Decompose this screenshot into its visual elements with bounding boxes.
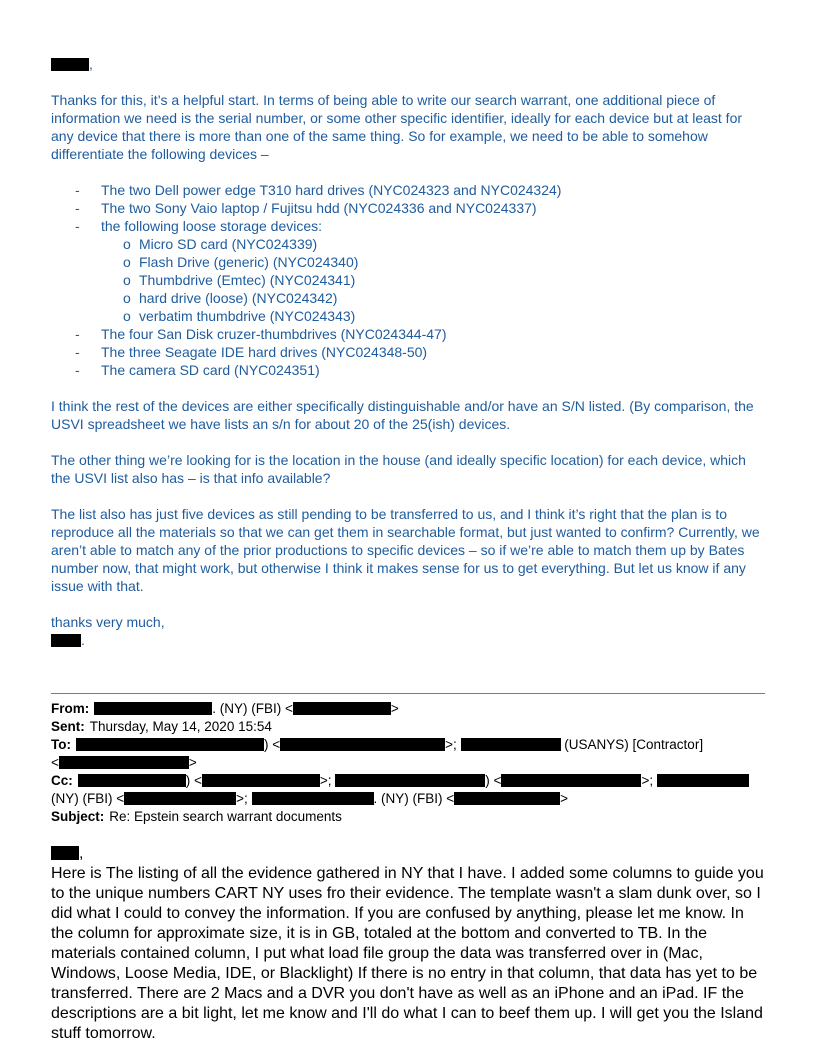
redaction-bar	[454, 792, 560, 805]
from-label: From:	[51, 701, 90, 716]
list-item-text: The three Seagate IDE hard drives (NYC024348-50)	[101, 344, 428, 360]
redaction-bar	[335, 774, 485, 787]
cc-line	[51, 772, 765, 790]
redaction-bar	[252, 792, 374, 805]
circle-bullet: o	[123, 236, 131, 252]
to-seg-text: ) <	[264, 737, 281, 752]
to-line-2	[51, 754, 765, 772]
redaction-bar	[280, 738, 445, 751]
from-end-text: >	[390, 701, 399, 716]
circle-bullet: o	[123, 272, 131, 288]
reply-paragraph-2: I think the rest of the devices are either specifically distinguishable and/or have an S/N listed. (By comparison, the USVI spreadsheet we have lists an s/n for about 20 of the 25(ish) devices.	[51, 398, 754, 432]
redaction-bar	[501, 774, 641, 787]
dash-bullet: -	[75, 218, 80, 234]
cc-seg-text: (NY) (FBI) <	[51, 791, 125, 806]
circle-bullet: o	[123, 290, 131, 306]
sub-list-item-text: Flash Drive (generic) (NYC024340)	[139, 254, 359, 270]
sub-list-item	[51, 289, 765, 307]
reply-paragraph-1: Thanks for this, it’s a helpful start. In terms of being able to write our search warrant, one additional piece of information we need is the serial number, or some other specific identifier, ideally for each device but at least for any device that there is more than one of the same thing. So for example, we need to be able to somehow differentiate the following devices –	[51, 92, 743, 162]
salutation-line	[51, 55, 765, 73]
list-item-text: The camera SD card (NYC024351)	[101, 362, 320, 378]
signature-period: .	[81, 632, 85, 648]
from-line	[51, 700, 765, 718]
cc-seg-text: >	[560, 791, 569, 806]
to-seg-text: >;	[445, 737, 461, 752]
dash-bullet: -	[75, 326, 80, 342]
sub-list-item-text: hard drive (loose) (NYC024342)	[139, 290, 338, 306]
list-item-text: the following loose storage devices:	[101, 218, 323, 234]
list-item	[51, 361, 765, 379]
cc-seg-text: ) <	[185, 773, 202, 788]
sub-list-item	[51, 307, 765, 325]
to-line	[51, 736, 765, 754]
list-item	[51, 199, 765, 217]
greeting-comma: ,	[79, 845, 84, 862]
signature-line	[51, 631, 765, 649]
list-item	[51, 217, 765, 235]
sub-list-item-text: verbatim thumbdrive (NYC024343)	[139, 308, 356, 324]
redaction-bar	[202, 774, 320, 787]
to-seg-text: (USANYS) [Contractor]	[560, 737, 704, 752]
dash-bullet: -	[75, 344, 80, 360]
device-list	[51, 181, 765, 379]
sub-list-item	[51, 271, 765, 289]
dash-bullet: -	[75, 182, 80, 198]
greeting-line	[51, 844, 765, 864]
cc-line-2	[51, 790, 765, 808]
sent-line	[51, 718, 765, 736]
closing-line: thanks very much,	[51, 614, 165, 630]
reply-paragraph-3: The other thing we’re looking for is the location in the house (and ideally specific location) for each device, which the USVI list also has – is that info available?	[51, 452, 746, 486]
sub-list-item	[51, 253, 765, 271]
list-item-text: The two Sony Vaio laptop / Fujitsu hdd (NYC024336 and NYC024337)	[101, 200, 537, 216]
cc-label: Cc:	[51, 773, 73, 788]
redaction-bar	[78, 774, 186, 787]
redaction-bar	[94, 702, 212, 715]
cc-seg-text: >;	[641, 773, 657, 788]
redaction-bar	[51, 58, 89, 71]
list-item	[51, 325, 765, 343]
reply-message	[51, 55, 765, 649]
list-item	[51, 181, 765, 199]
redaction-bar	[293, 702, 391, 715]
sub-list-item-text: Micro SD card (NYC024339)	[139, 236, 318, 252]
to-seg-text: >	[188, 755, 197, 770]
cc-seg-text: ) <	[485, 773, 502, 788]
redaction-bar	[461, 738, 561, 751]
subject-label: Subject:	[51, 809, 105, 824]
list-item	[51, 343, 765, 361]
subject-line	[51, 808, 765, 826]
original-message-header	[51, 700, 765, 826]
original-body-text: Here is The listing of all the evidence gathered in NY that I have. I added some columns to guide you to the unique numbers CART NY uses fro their evidence. The template wasn't a slam dunk over, so I did what I could to convey the information. If you are confused by anything, please let me know. In the column for approximate size, it is in GB, totaled at the bottom and converted to TB. In the materials contained column, I put what load file group the data was transferred over in (Mac, Windows, Loose Media, IDE, or Blacklight) If there is no entry in that column, that data has yet to be transferred. There are 2 Macs and a DVR you don't have as well as an iPhone and an iPad. IF the descriptions are a bit light, let me know and I'll do what I can to beef them up. I will get you the Island stuff tomorrow.	[51, 865, 764, 1042]
redaction-bar	[51, 634, 81, 647]
redaction-bar	[51, 846, 79, 860]
salutation-comma: ,	[89, 56, 93, 72]
circle-bullet: o	[123, 254, 131, 270]
cc-seg-text: >;	[236, 791, 252, 806]
dash-bullet: -	[75, 200, 80, 216]
redaction-bar	[657, 774, 749, 787]
list-item-text: The four San Disk cruzer-thumbdrives (NYC024344-47)	[101, 326, 447, 342]
sub-list-item	[51, 235, 765, 253]
from-mid-text: . (NY) (FBI) <	[212, 701, 293, 716]
circle-bullet: o	[123, 308, 131, 324]
dash-bullet: -	[75, 362, 80, 378]
redaction-bar	[124, 792, 236, 805]
redaction-bar	[59, 756, 189, 769]
to-label: To:	[51, 737, 71, 752]
list-item-text: The two Dell power edge T310 hard drives (NYC024323 and NYC024324)	[101, 182, 562, 198]
subject-value: Re: Epstein search warrant documents	[109, 809, 342, 824]
cc-seg-text: . (NY) (FBI) <	[373, 791, 455, 806]
to-seg-text: <	[51, 755, 59, 770]
message-divider	[51, 693, 765, 694]
redaction-bar	[76, 738, 264, 751]
sub-list-item-text: Thumbdrive (Emtec) (NYC024341)	[139, 272, 356, 288]
cc-seg-text: >;	[319, 773, 336, 788]
sent-label: Sent:	[51, 719, 85, 734]
reply-paragraph-4: The list also has just five devices as still pending to be transferred to us, and I think it’s right that the plan is to reproduce all the materials so that we can get them in searchable format, but just wanted to confirm? Currently, we aren’t able to match any of the prior productions to specific devices – so if we’re able to match them up by Bates number now, that might work, but otherwise I think it makes sense for us to get everything. But let us know if any issue with that.	[51, 506, 760, 594]
original-message-body	[51, 844, 765, 1044]
sent-value: Thursday, May 14, 2020 15:54	[89, 719, 272, 734]
